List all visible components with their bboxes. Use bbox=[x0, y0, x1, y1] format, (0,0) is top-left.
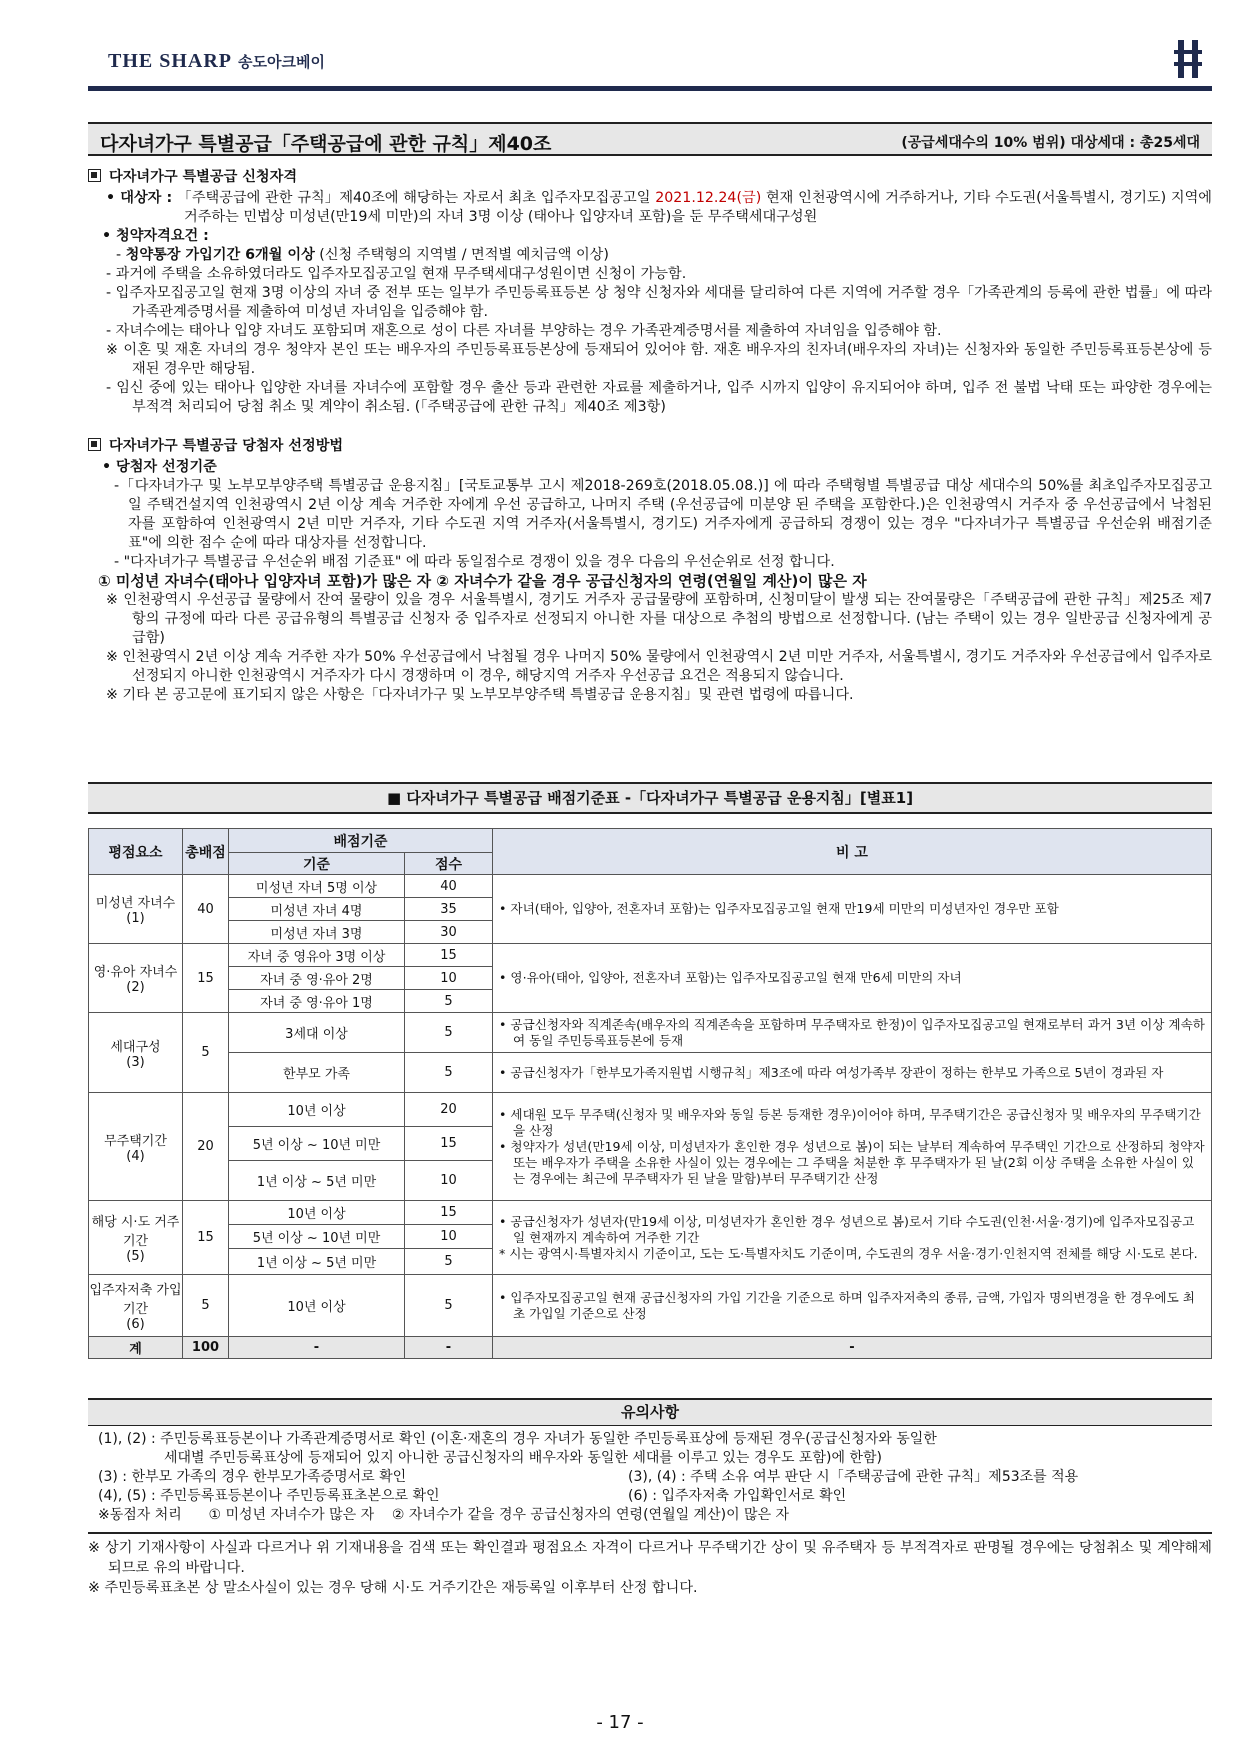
score-table bbox=[88, 828, 1212, 1359]
notice-box bbox=[88, 1398, 1212, 1525]
points-cell: 5 bbox=[405, 990, 493, 1013]
requirement-5: ※ 이혼 및 재혼 자녀의 경우 청약자 본인 또는 배우자의 주민등록표등본상에 등재되어 있어야 함. 재혼 배우자의 친자녀(배우자의 자녀)는 신청자와 동일한 주민등록표등본상에 등재된 경우만 해당됨. bbox=[106, 342, 1212, 377]
points-cell: 5 bbox=[405, 1275, 493, 1337]
total-value: 100 bbox=[183, 1337, 229, 1359]
item-total: 5 bbox=[183, 1013, 229, 1093]
points-cell: 5 bbox=[405, 1249, 493, 1275]
item-total: 5 bbox=[183, 1275, 229, 1337]
item-total: 40 bbox=[183, 875, 229, 944]
item-number: (1) bbox=[126, 911, 145, 926]
col-header-remark: 비 고 bbox=[493, 829, 1212, 875]
remark-note: • 영·유아(태아, 입양아, 전혼자녀 포함)는 입주자모집공고일 현재 만6세 미만의 자녀 bbox=[499, 970, 962, 985]
col-header-points: 점수 bbox=[405, 853, 493, 875]
total-row bbox=[89, 1337, 1212, 1359]
criteria-cell: 미성년 자녀 4명 bbox=[229, 898, 405, 921]
total-points: - bbox=[405, 1337, 493, 1359]
remark-note: • 자녀(태아, 입양아, 전혼자녀 포함)는 입주자모집공고일 현재 만19세 미만의 미성년자인 경우만 포함 bbox=[499, 901, 1059, 916]
sharp-emblem-icon bbox=[1166, 34, 1212, 84]
table-row bbox=[89, 1093, 1212, 1127]
table-row bbox=[89, 944, 1212, 967]
criteria-cell: 자녀 중 영·유아 2명 bbox=[229, 967, 405, 990]
item-name: 영·유아 자녀수 bbox=[93, 965, 178, 980]
total-remark: - bbox=[493, 1337, 1212, 1359]
points-cell: 10 bbox=[405, 967, 493, 990]
table-row bbox=[89, 1053, 1212, 1093]
brand-name: THE SHARP bbox=[108, 50, 233, 72]
selection-paragraph-1: -「다자녀가구 및 노부모부양주택 특별공급 운용지침」[국토교통부 고시 제2018-269호(2018.05.08.)] 에 따라 주택형별 특별공급 대상 세대수의 50%를 최초입주자모집공고일 주택건설지역 인천광역시 2년 이상 계속 거주한 자에게 우선 공급하고, 나머지 주택 (우선공급에 미분양 된 주택을 포함한다.)은 인천광역시 거주자 중 우선공급에서 낙첨된 자를 포함하여 인천광역시 2년 미만 거주자, 기타 수도권 지역 거주자(서울특별시, 경기도) 거주자에게 공급하되 경쟁이 있는 경우 "다자녀가구 특별공급 우선순위 배점기준표"에 의한 점수 순에 따라 대상자를 선정합니다. bbox=[114, 478, 1212, 551]
selection-note-1: ※ 인천광역시 우선공급 물량에서 잔여 물량이 있을 경우 서울특별시, 경기도 거주자 공급물량에 포함하며, 신청미달이 발생 되는 잔여물량은「주택공급에 관한 규칙」제25조 제7항의 규정에 따라 다른 공급유형의 특별공급 신청자 중 입주자로 선정되지 아니한 자를 대상으로 추첨의 방법으로 선정합니다. (남는 주택이 있는 경우 일반공급 신청자에게 공급함) bbox=[106, 592, 1212, 646]
criteria-cell: 1년 이상 ~ 5년 미만 bbox=[229, 1249, 405, 1275]
item-number: (3) bbox=[126, 1054, 145, 1070]
criteria-cell: 3세대 이상 bbox=[229, 1013, 405, 1053]
criteria-cell: 10년 이상 bbox=[229, 1201, 405, 1225]
remark-note: * 시는 광역시·특별자치시 기준이고, 도는 도·특별자치도 기준이며, 수도권의 경우 서울·경기·인천지역 전체를 해당 시·도로 본다. bbox=[499, 1245, 1198, 1261]
criteria-cell: 5년 이상 ~ 10년 미만 bbox=[229, 1127, 405, 1161]
criteria-cell: 1년 이상 ~ 5년 미만 bbox=[229, 1161, 405, 1201]
checkbox-square-icon bbox=[88, 438, 101, 451]
score-table-title: ■ 다자녀가구 특별공급 배점기준표 -「다자녀가구 특별공급 운용지침」[별표1] bbox=[88, 782, 1212, 814]
criteria-cell: 10년 이상 bbox=[229, 1275, 405, 1337]
item-number: (5) bbox=[126, 1249, 145, 1264]
remark-note: • 청약자가 성년(만19세 이상, 미성년자가 혼인한 경우 성년으로 봄)이 되는 날부터 계속하여 무주택인 기간으로 산정하되 청약자 또는 배우자가 주택을 소유한 사실이 있는 경우에는 그 주택을 처분한 후 무주택자가 된 날(2회 이상 주택을 소유한 사실이 있는 경우에는 최근에 무주택자가 된 날을 말함)부터 무주택기간 산정 bbox=[499, 1138, 1205, 1186]
item-name: 세대구성 bbox=[110, 1039, 161, 1055]
criteria-cell: 자녀 중 영유아 3명 이상 bbox=[229, 944, 405, 967]
points-cell: 5 bbox=[405, 1053, 493, 1093]
criteria-cell: 자녀 중 영·유아 1명 bbox=[229, 990, 405, 1013]
notice-body bbox=[88, 1426, 1212, 1525]
criteria-cell: 한부모 가족 bbox=[229, 1053, 405, 1093]
col-header-item: 평점요소 bbox=[89, 829, 183, 875]
item-name: 입주자저축 가입기간 bbox=[89, 1283, 182, 1317]
points-cell: 5 bbox=[405, 1013, 493, 1053]
target-paragraph: • 대상자 : 「주택공급에 관한 규칙」제40조에 해당하는 자로서 최초 입주자모집공고일 2021.12.24(금) 현재 인천광역시에 거주하거나, 기타 수도권(서울특별시, 경기도) 지역에 거주하는 민법상 미성년(만19세 미만)의 자녀 3명 이상 (태아나 입양자녀 포함)을 둔 무주택세대구성원 bbox=[106, 190, 1213, 225]
selection-note-3: ※ 기타 본 공고문에 표기되지 않은 사항은「다자녀가구 및 노부모부양주택 특별공급 운용지침」및 관련 법령에 따릅니다. bbox=[106, 687, 854, 703]
section-title: 다자녀가구 특별공급「주택공급에 관한 규칙」제40조 bbox=[100, 133, 552, 155]
col-header-criteria: 배점기준 bbox=[229, 829, 493, 853]
footnote-1: ※ 상기 기재사항이 사실과 다르거나 위 기재내용을 검색 또는 확인결과 평점요소 자격이 다르거나 무주택기간 상이 및 유주택자 등 부적격자로 판명될 경우에는 당첨취소 및 계약해제 되므로 유의 바랍니다. bbox=[88, 1540, 1212, 1576]
section-title-bar bbox=[88, 122, 1212, 156]
page-number: - 17 - bbox=[596, 1712, 644, 1733]
brand-logo bbox=[108, 50, 325, 73]
selection-paragraph-2: - "다자녀가구 특별공급 우선순위 배점 기준표" 에 따라 동일점수로 경쟁이 있을 경우 다음의 우선순위로 선정 합니다. bbox=[114, 554, 835, 570]
main-content bbox=[88, 168, 1212, 705]
item-total: 20 bbox=[183, 1093, 229, 1201]
criteria-cell: 미성년 자녀 5명 이상 bbox=[229, 875, 405, 898]
selection-subheading: • 당첨자 선정기준 bbox=[102, 459, 217, 475]
table-row bbox=[89, 1013, 1212, 1053]
item-name: 무주택기간 bbox=[104, 1133, 167, 1149]
table-row bbox=[89, 1275, 1212, 1337]
points-cell: 15 bbox=[405, 1201, 493, 1225]
footnotes bbox=[88, 1532, 1212, 1598]
item-name: 해당 시·도 거주기간 bbox=[91, 1215, 180, 1249]
requirement-1: - 청약통장 가입기간 6개월 이상 (신청 주택형의 지역별 / 면적별 예치금액 이상) bbox=[116, 247, 609, 263]
notice-line: 세대별 주민등록표상에 등재되어 있지 아니한 공급신청자의 배우자와 동일한 세대를 이루고 있는 경우도 포함)에 한함) bbox=[164, 1450, 882, 1466]
notice-line: ※동점자 처리 ① 미성년 자녀수가 많은 자 ② 자녀수가 같을 경우 공급신청자의 연령(연월일 계산)이 많은 자 bbox=[98, 1507, 790, 1523]
selection-note-2: ※ 인천광역시 2년 이상 계속 거주한 자가 50% 우선공급에서 낙첨될 경우 나머지 50% 물량에서 인천광역시 2년 미만 거주자, 서울특별시, 경기도 거주자와 우선공급에서 입주자로 선정되지 아니한 인천광역시 거주자가 다시 경쟁하며 이 경우, 해당지역 거주자 우선공급 요건은 적용되지 않습니다. bbox=[106, 649, 1212, 684]
selection-heading: 다자녀가구 특별공급 당첨자 선정방법 bbox=[88, 437, 1212, 456]
remark-note: • 입주자모집공고일 현재 공급신청자의 가입 기간을 기준으로 하며 입주자저축의 종류, 금액, 가입자 명의변경을 한 경우에도 최초 가입일 기준으로 산정 bbox=[499, 1289, 1195, 1321]
notice-date: 2021.12.24(금) bbox=[655, 190, 762, 206]
total-label: 계 bbox=[89, 1337, 183, 1359]
points-cell: 30 bbox=[405, 921, 493, 944]
table-row bbox=[89, 1201, 1212, 1225]
item-number: (4) bbox=[126, 1148, 145, 1164]
brand-subtitle: 송도아크베이 bbox=[238, 53, 325, 71]
total-criteria: - bbox=[229, 1337, 405, 1359]
points-cell: 35 bbox=[405, 898, 493, 921]
requirement-2: - 과거에 주택을 소유하였더라도 입주자모집공고일 현재 무주택세대구성원이면 신청이 가능함. bbox=[106, 266, 687, 282]
priority-rule: ① 미성년 자녀수(태아나 입양자녀 포함)가 많은 자 ② 자녀수가 같을 경우 공급신청자의 연령(연월일 계산)이 많은 자 bbox=[98, 572, 867, 590]
points-cell: 20 bbox=[405, 1093, 493, 1127]
requirement-4: - 자녀수에는 태아나 입양 자녀도 포함되며 재혼으로 성이 다른 자녀를 부양하는 경우 가족관계증명서를 제출하여 자녀임을 입증해야 함. bbox=[106, 323, 942, 339]
remark-note: • 공급신청자가「한부모가족지원법 시행규칙」제3조에 따라 여성가족부 장관이 정하는 한부모 가족으로 5년이 경과된 자 bbox=[499, 1064, 1164, 1080]
item-total: 15 bbox=[183, 944, 229, 1013]
section-supply-count: (공급세대수의 10% 범위) 대상세대 : 총25세대 bbox=[901, 135, 1200, 151]
remark-note: • 세대원 모두 무주택(신청자 및 배우자와 동일 등본 등재한 경우)이어야 하며, 무주택기간은 공급신청자 및 배우자의 무주택기간을 산정 bbox=[499, 1106, 1201, 1138]
checkbox-square-icon bbox=[88, 169, 101, 182]
points-cell: 15 bbox=[405, 944, 493, 967]
page-header bbox=[88, 40, 1212, 94]
requirements-label: • 청약자격요건 : bbox=[102, 228, 209, 244]
points-cell: 10 bbox=[405, 1225, 493, 1249]
item-total: 15 bbox=[183, 1201, 229, 1275]
eligibility-heading: 다자녀가구 특별공급 신청자격 bbox=[88, 168, 1212, 187]
points-cell: 15 bbox=[405, 1127, 493, 1161]
criteria-cell: 미성년 자녀 3명 bbox=[229, 921, 405, 944]
remark-note: • 공급신청자가 성년자(만19세 이상, 미성년자가 혼인한 경우 성년으로 봄)로서 기타 수도권(인천·서울·경기)에 입주자모집공고일 현재까지 계속하여 거주한 기간 bbox=[499, 1213, 1195, 1245]
remark-note: • 공급신청자와 직계존속(배우자의 직계존속을 포함하며 무주택자로 한정)이 입주자모집공고일 현재로부터 과거 3년 이상 계속하여 동일 주민등록표등본에 등재 bbox=[499, 1016, 1205, 1048]
table-row bbox=[89, 875, 1212, 898]
notice-line: (4), (5) : 주민등록표등본이나 주민등록표초본으로 확인 (6) : 입주자저축 가입확인서로 확인 bbox=[98, 1488, 847, 1504]
notice-line: (3) : 한부모 가족의 경우 한부모가족증명서로 확인 (3), (4) : 주택 소유 여부 판단 시「주택공급에 관한 규칙」제53조를 적용 bbox=[98, 1469, 1079, 1485]
notice-title: 유의사항 bbox=[88, 1398, 1212, 1426]
footnote-2: ※ 주민등록표초본 상 말소사실이 있는 경우 당해 시·도 거주기간은 재등록일 이후부터 산정 합니다. bbox=[88, 1580, 698, 1596]
requirement-6: - 임신 중에 있는 태아나 입양한 자녀를 자녀수에 포함할 경우 출산 등과 관련한 자료를 제출하거나, 입주 시까지 입양이 유지되어야 하며, 입주 전 불법 낙태 또는 파양한 경우에는 부적격 처리되어 당첨 취소 및 계약이 취소됨. (「주택공급에 관한 규칙」제40조 제3항) bbox=[106, 380, 1212, 415]
points-cell: 10 bbox=[405, 1161, 493, 1201]
notice-line: (1), (2) : 주민등록표등본이나 가족관계증명서로 확인 (이혼·재혼의 경우 자녀가 동일한 주민등록표상에 등재된 경우(공급신청자와 동일한 bbox=[98, 1431, 937, 1447]
header-rule bbox=[88, 86, 1212, 91]
points-cell: 40 bbox=[405, 875, 493, 898]
col-header-total: 총배점 bbox=[183, 829, 229, 875]
item-number: (6) bbox=[126, 1317, 145, 1332]
criteria-cell: 5년 이상 ~ 10년 미만 bbox=[229, 1225, 405, 1249]
item-number: (2) bbox=[126, 980, 145, 995]
col-header-basis: 기준 bbox=[229, 853, 405, 875]
item-name: 미성년 자녀수 bbox=[95, 896, 176, 911]
criteria-cell: 10년 이상 bbox=[229, 1093, 405, 1127]
requirement-3: - 입주자모집공고일 현재 3명 이상의 자녀 중 전부 또는 일부가 주민등록표등본 상 청약 신청자와 세대를 달리하여 다른 지역에 거주할 경우「가족관계의 등록에 관한 법률」에 따라 가족관계증명서를 제출하여 미성년 자녀임을 입증해야 함. bbox=[106, 285, 1212, 320]
